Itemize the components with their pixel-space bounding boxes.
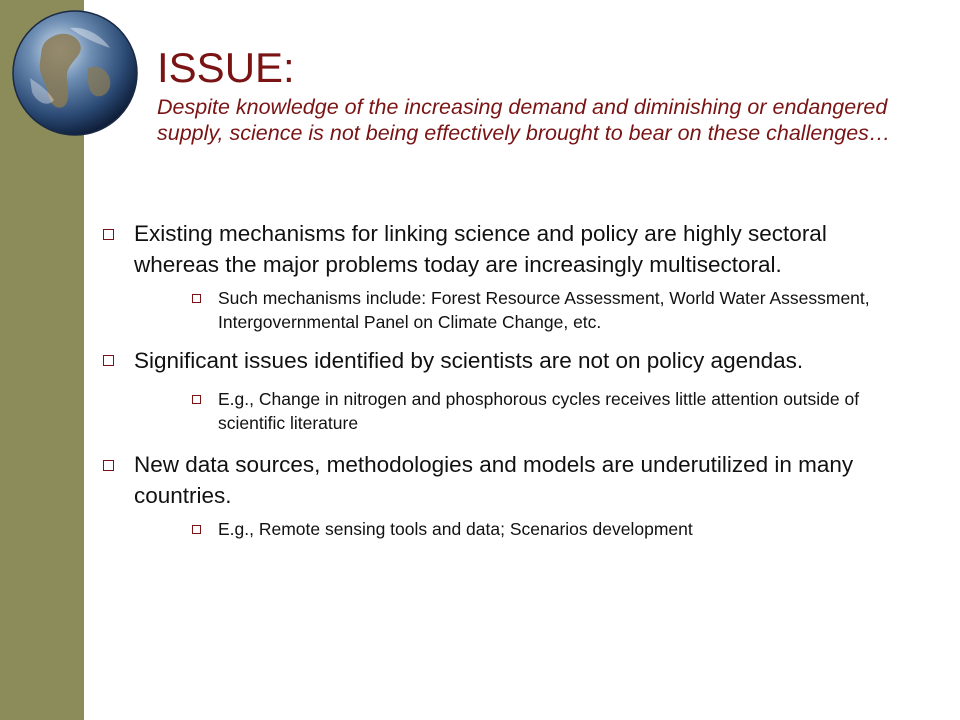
sub-bullet-text: E.g., Remote sensing tools and data; Scenarios development bbox=[218, 519, 693, 539]
sub-bullet-item bbox=[100, 387, 900, 435]
bullet-item bbox=[100, 341, 900, 381]
title-block bbox=[157, 42, 917, 146]
hollow-square-bullet-icon bbox=[103, 460, 114, 471]
hollow-square-bullet-icon bbox=[103, 229, 114, 240]
sub-bullet-text: E.g., Change in nitrogen and phosphorous cycles receives little attention outside of scientific literature bbox=[218, 389, 860, 433]
bullet-item bbox=[100, 218, 900, 280]
bullet-text: New data sources, methodologies and models are underutilized in many countries. bbox=[134, 452, 854, 508]
bullet-text: Significant issues identified by scientists are not on policy agendas. bbox=[134, 348, 804, 373]
bullet-item bbox=[100, 449, 900, 511]
sub-bullet-item bbox=[100, 286, 900, 334]
sub-bullet-text: Such mechanisms include: Forest Resource Assessment, World Water Assessment, Intergovernmental Panel on Climate Change, etc. bbox=[218, 288, 870, 332]
hollow-square-bullet-icon bbox=[192, 294, 201, 303]
sub-bullet-item bbox=[100, 517, 900, 541]
hollow-square-bullet-icon bbox=[103, 355, 114, 366]
bullet-list bbox=[100, 218, 900, 541]
earth-globe-icon bbox=[10, 8, 140, 138]
hollow-square-bullet-icon bbox=[192, 525, 201, 534]
bullet-text: Existing mechanisms for linking science and policy are highly sectoral whereas the major problems today are increasingly multisectoral. bbox=[134, 221, 827, 277]
slide-title: ISSUE: bbox=[157, 44, 295, 91]
hollow-square-bullet-icon bbox=[192, 395, 201, 404]
slide-subtitle: Despite knowledge of the increasing demand and diminishing or endangered supply, science is not being effectively brought to bear on these challenges… bbox=[157, 95, 891, 145]
